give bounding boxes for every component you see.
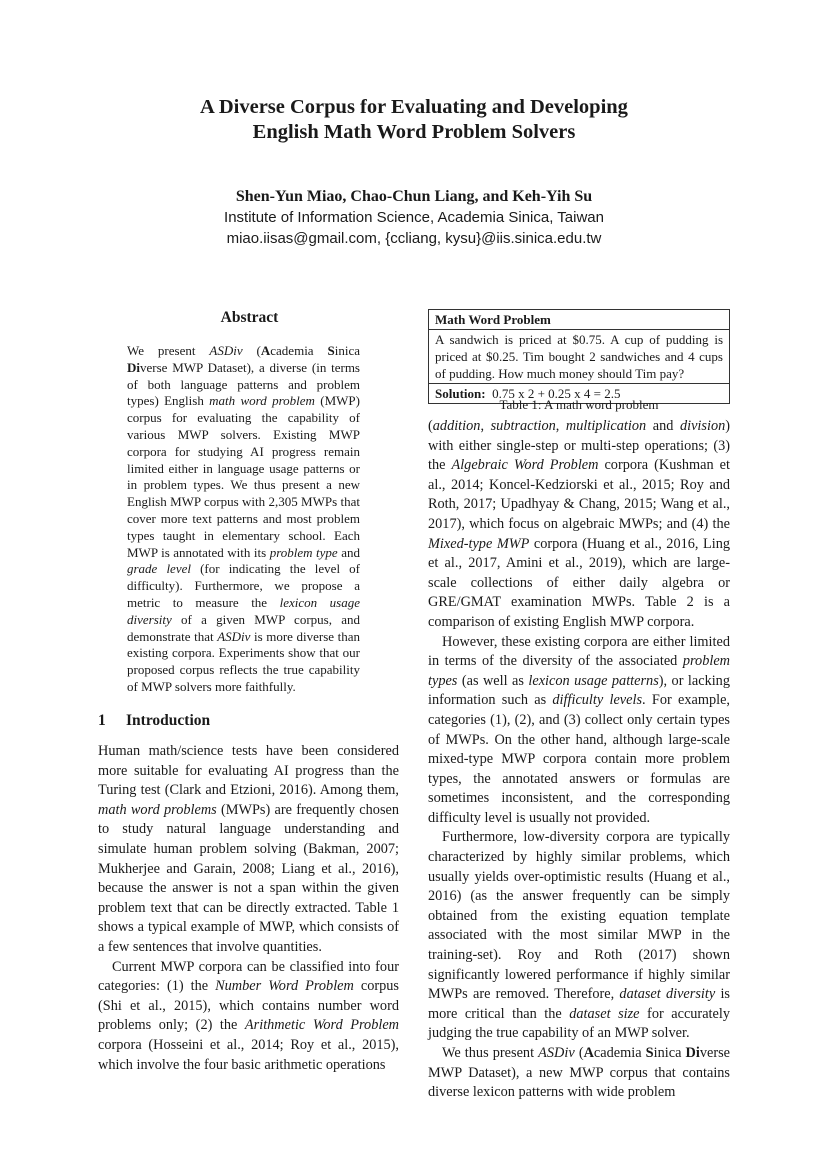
section-heading-introduction [98, 712, 210, 730]
title-line-1: A Diverse Corpus for Evaluating and Developing [200, 96, 628, 118]
author-emails: miao.iisas@gmail.com, {ccliang, kysu}@iis.sinica.edu.tw [226, 230, 602, 247]
author-affiliation: Institute of Information Science, Academia Sinica, Taiwan [224, 209, 604, 226]
paragraph: We thus present ASDiv (Academia Sinica Diverse MWP Dataset), a new MWP corpus that contains diverse lexicon patterns with wide problem [428, 1045, 731, 1101]
left-column-body [98, 742, 399, 1075]
paragraph: Human math/science tests have been considered more suitable for evaluating AI progress than the Turing test (Clark and Etzioni, 2016). Among them, math word problems (MWPs) are frequently chosen to study natural language understanding and simulate human problem solving (Bakman, 2007; Mukherjee and Garain, 2008; Liang et al., 2016), because the answer is not a span within the given problem text that can be directly extracted. Table 1 shows a typical example of MWP, which consists of a few sentences that involve quantities. [98, 743, 399, 955]
paragraph: Furthermore, low-diversity corpora are typically characterized by highly similar problems, which usually yields over-optimistic results (Huang et al., 2016) (as the answer frequently can be simply obtained from the existing equation template associated with the most similar MWP in the training-set). Roy and Roth (2017) shown significantly lowered performance if highly similar MWPs are removed. Therefore, dataset diversity is more critical than the dataset size for accurately judging the true capability of an MWP solver. [428, 829, 730, 1042]
title-line-2: English Math Word Problem Solvers [252, 121, 576, 143]
paragraph: Current MWP corpora can be classified into four categories: (1) the Number Word Problem corpus (Shi et al., 2015), which contains number word problems only; (2) the Arithmetic Word Problem corpora (Hosseini et al., 2014; Roy et al., 2015), which involve the four basic arithmetic operations [98, 958, 399, 1073]
paper-title [0, 95, 828, 145]
abstract-text: We present ASDiv (Academia Sinica Diverse MWP Dataset), a diverse (in terms of both language patterns and problem types) English math word problem (MWP) corpus for evaluating the capability of various MWP solvers. Existing MWP corpora for studying AI progress remain limited either in language usage patterns or in problem types. We thus present a new English MWP corpus with 2,305 MWPs that cover more text patterns and most problem types taught in elementary school. Each MWP is annotated with its problem type and grade level (for indicating the level of difficulty). Furthermore, we propose a metric to measure the lexicon usage diversity of a given MWP corpus, and demonstrate that ASDiv is more diverse than existing corpora. Experiments show that our proposed corpus reflects the true capability of MWP solvers more faithfully. [127, 343, 361, 694]
table-caption: Table 1: A math word problem [499, 397, 659, 412]
table-header: Math Word Problem [429, 310, 730, 330]
table-solution: Solution: 0.75 x 2 + 0.25 x 4 = 2.5 [429, 384, 730, 404]
right-column-body [428, 417, 730, 1103]
abstract-heading: Abstract [220, 309, 279, 326]
section-number: 1 [98, 712, 106, 729]
table-problem-text: A sandwich is priced at $0.75. A cup of pudding is priced at $0.25. Tim bought 2 sandwiches and 4 cups of pudding. How much money should Tim pay? [429, 330, 730, 384]
paragraph: (addition, subtraction, multiplication and division) with either single-step or multi-step operations; (3) the Algebraic Word Problem corpora (Kushman et al., 2014; Koncel-Kedziorski et al., 2015; Roy and Roth, 2017; Upadhyay & Chang, 2015; Wang et al., 2017), which focus on algebraic MWPs; and (4) the Mixed-type MWP corpora (Huang et al., 2016, Ling et al., 2017, Amini et al., 2019), which are large-scale collections of either daily algebra or GRE/GMAT examination MWPs. Table 2 is a comparison of existing English MWP corpora. [428, 418, 731, 630]
section-title: Introduction [126, 712, 211, 729]
paragraph: However, these existing corpora are either limited in terms of the diversity of the associated problem types (as well as lexicon usage patterns), or lacking information such as difficulty levels. For example, categories (1), (2), and (3) collect only certain types of MWPs. On the other hand, although large-scale mixed-type MWP corpora contain more problem types, the annotated answers or formulas are sometimes inconsistent, and the corresponding difficulty level is usually not provided. [428, 633, 731, 826]
author-block [0, 186, 828, 249]
author-names: Shen-Yun Miao, Chao-Chun Liang, and Keh-Yih Su [235, 188, 593, 205]
table-math-word-problem [428, 309, 730, 404]
